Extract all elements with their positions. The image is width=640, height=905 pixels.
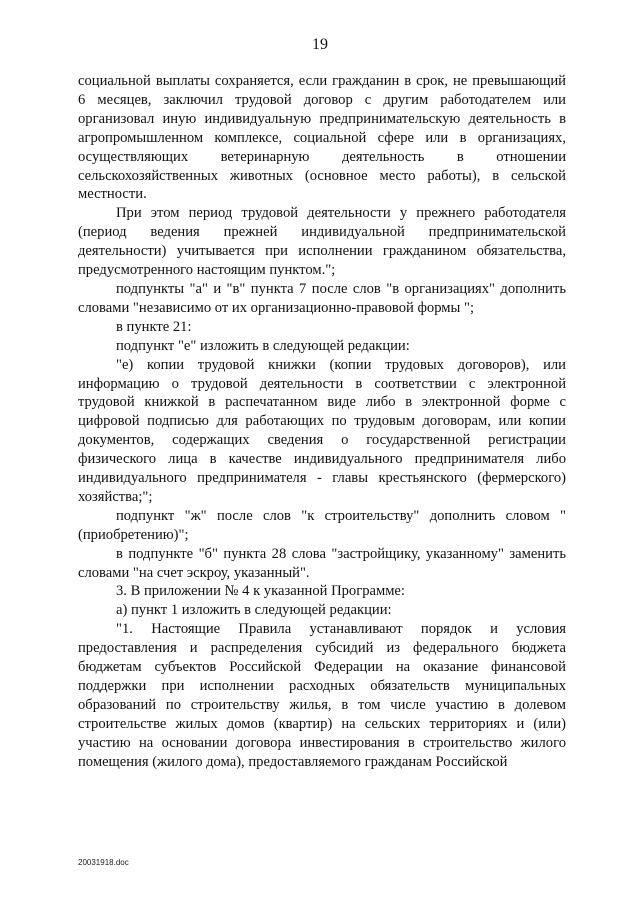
page-number: 19 <box>312 36 328 53</box>
file-name-footer: 20031918.doc <box>78 858 129 867</box>
document-body <box>78 72 566 772</box>
paragraph: подпункты "а" и "в" пункта 7 после слов "в организациях" дополнить словами "независимо от их организационно-правовой формы "; <box>78 280 566 316</box>
paragraph: социальной выплаты сохраняется, если гражданин в срок, не превышающий 6 месяцев, заключил трудовой договор с другим работодателем или организовал иную индивидуальную предпринимательскую деятельность в агропромышленном комплексе, социальной сфере или в организациях, осуществляющих ветеринарную деятельность в отношении сельскохозяйственных животных (основное место работы), в сельской местности. <box>78 73 566 203</box>
paragraph: 3. В приложении № 4 к указанной Программе: <box>116 583 405 600</box>
paragraph: в пункте 21: <box>116 318 192 335</box>
paragraph: в подпункте "б" пункта 28 слова "застройщику, указанному" заменить словами "на счет эскроу, указанный". <box>78 545 566 581</box>
paragraph: подпункт "е" изложить в следующей редакции: <box>116 337 410 354</box>
paragraph: "е) копии трудовой книжки (копии трудовых договоров), или информацию о трудовой деятельности в соответствии с электронной трудовой книжкой в распечатанном виде либо в электронной форме с цифровой подписью для работающих по трудовым договорам, или копии документов, содержащих сведения о государственной регистрации физического лица в качестве индивидуального предпринимателя либо индивидуального предпринимателя - главы крестьянского (фермерского) хозяйства;"; <box>78 356 566 505</box>
paragraph: а) пункт 1 изложить в следующей редакции: <box>116 602 392 619</box>
paragraph: При этом период трудовой деятельности у прежнего работодателя (период ведения прежней индивидуальной предпринимательской деятельности) учитывается при исполнении гражданином обязательства, предусмотренного настоящим пунктом."; <box>78 205 566 279</box>
paragraph: "1. Настоящие Правила устанавливают порядок и условия предоставления и распределения субсидий из федерального бюджета бюджетам субъектов Российской Федерации на оказание финансовой поддержки при исполнении расходных обязательств муниципальных образований по строительству жилья, в том числе участию в долевом строительстве жилых домов (квартир) на сельских территориях и (или) участию на основании договора инвестирования в строительство жилого помещения (жилого дома), предоставляемого гражданам Российской <box>78 621 566 770</box>
paragraph: подпункт "ж" после слов "к строительству" дополнить словом "(приобретению)"; <box>78 507 566 543</box>
